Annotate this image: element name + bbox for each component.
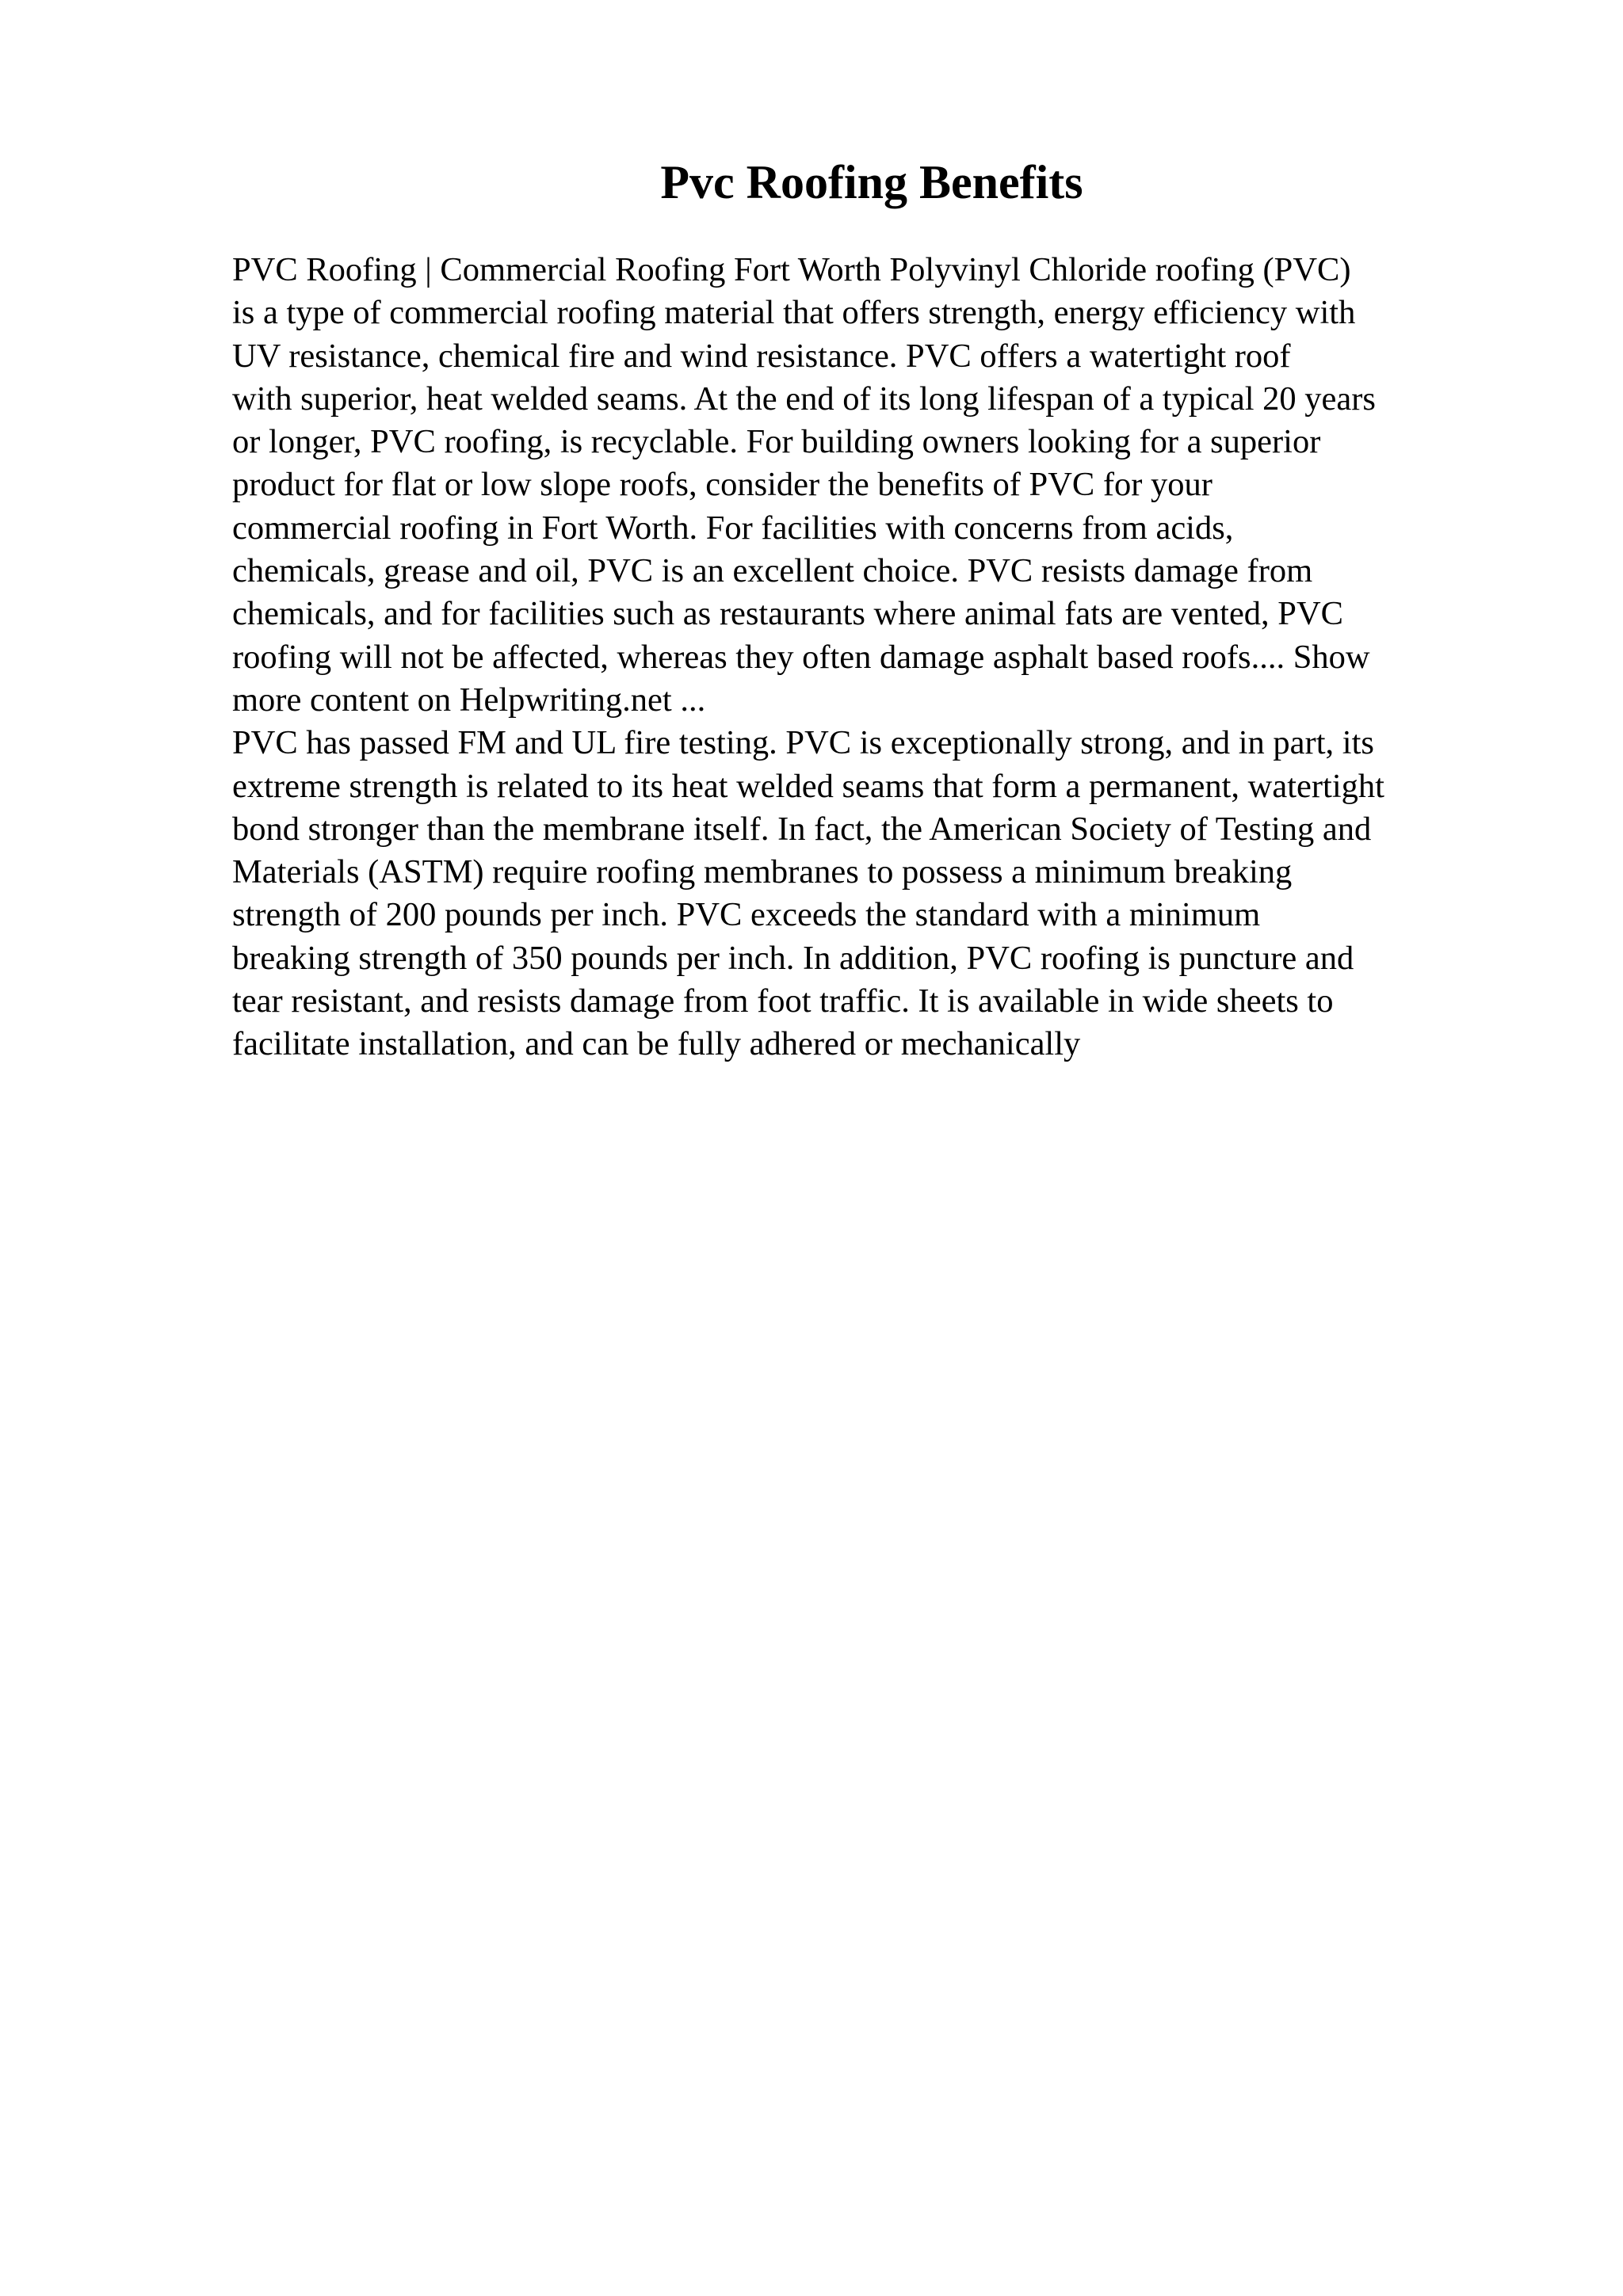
- body-line: roofing will not be affected, whereas they often damage asphalt based roofs.... Show: [232, 638, 1370, 676]
- body-line: breaking strength of 350 pounds per inch. In addition, PVC roofing is puncture and: [232, 939, 1354, 977]
- body-line: or longer, PVC roofing, is recyclable. For building owners looking for a superior: [232, 423, 1321, 461]
- body-line: strength of 200 pounds per inch. PVC exceeds the standard with a minimum: [232, 896, 1261, 934]
- body-line: UV resistance, chemical fire and wind resistance. PVC offers a watertight roof: [232, 337, 1291, 375]
- body-line: is a type of commercial roofing material that offers strength, energy efficiency with: [232, 294, 1356, 332]
- document-body: [232, 249, 1516, 1066]
- body-line: bond stronger than the membrane itself. In fact, the American Society of Testing and: [232, 810, 1372, 848]
- document-title: Pvc Roofing Benefits: [660, 156, 1083, 208]
- body-line: extreme strength is related to its heat welded seams that form a permanent, watertight: [232, 767, 1384, 805]
- body-line: with superior, heat welded seams. At the end of its long lifespan of a typical 20 years: [232, 379, 1376, 418]
- body-line: tear resistant, and resists damage from foot traffic. It is available in wide sheets to: [232, 982, 1334, 1020]
- body-line: facilitate installation, and can be fully adhered or mechanically: [232, 1025, 1081, 1063]
- body-line: commercial roofing in Fort Worth. For facilities with concerns from acids,: [232, 509, 1234, 547]
- body-line: more content on Helpwriting.net ...: [232, 681, 706, 719]
- body-line: product for flat or low slope roofs, consider the benefits of PVC for your: [232, 466, 1212, 504]
- body-line: chemicals, and for facilities such as restaurants where animal fats are vented, PVC: [232, 595, 1343, 633]
- body-line: PVC has passed FM and UL fire testing. PVC is exceptionally strong, and in part, its: [232, 724, 1374, 762]
- body-line: chemicals, grease and oil, PVC is an excellent choice. PVC resists damage from: [232, 552, 1313, 590]
- body-line: Materials (ASTM) require roofing membranes to possess a minimum breaking: [232, 853, 1293, 891]
- body-line: PVC Roofing | Commercial Roofing Fort Worth Polyvinyl Chloride roofing (PVC): [232, 251, 1351, 288]
